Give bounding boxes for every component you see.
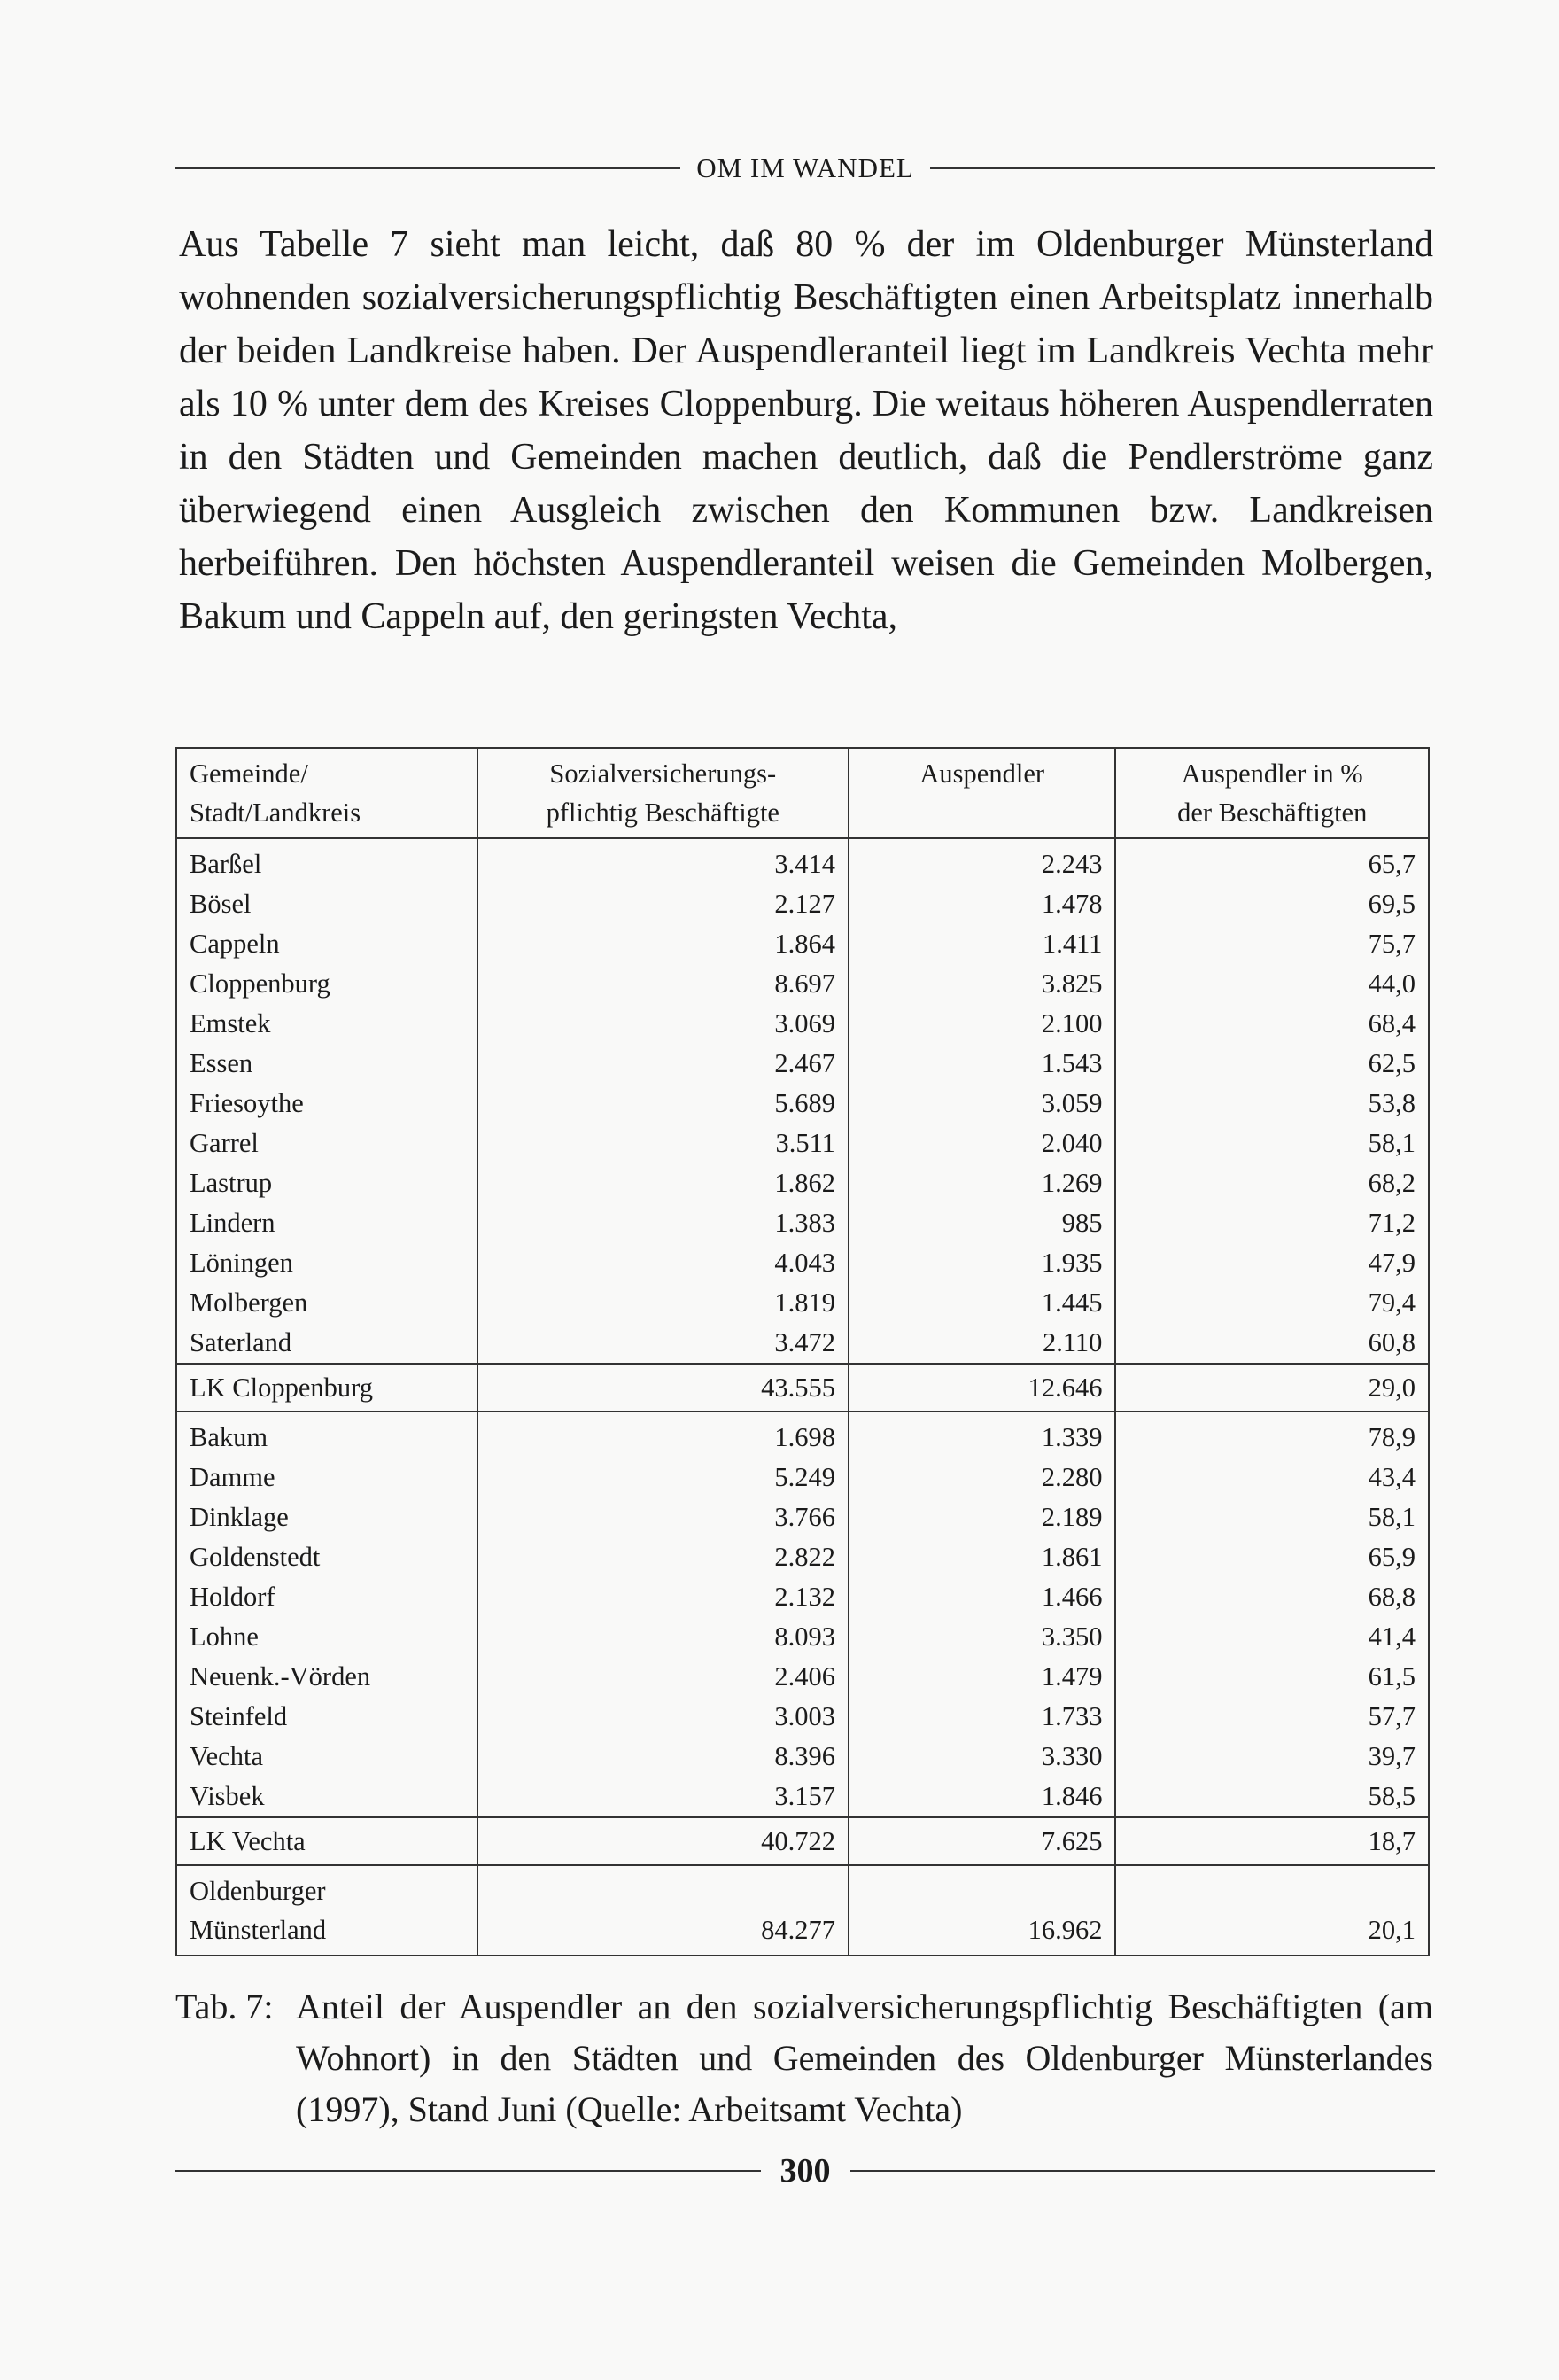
table-row bbox=[176, 1577, 1429, 1617]
cell-name: Damme bbox=[176, 1458, 477, 1497]
cell-commuters: 2.280 bbox=[849, 1458, 1115, 1497]
cell-commuters: 2.189 bbox=[849, 1497, 1115, 1537]
cell-name: Friesoythe bbox=[176, 1084, 477, 1124]
cell-percent: 78,9 bbox=[1115, 1412, 1429, 1458]
commuter-table bbox=[175, 747, 1430, 1956]
cell-employed: 2.822 bbox=[477, 1537, 849, 1577]
cell-employed: 1.819 bbox=[477, 1283, 849, 1323]
cell-commuters: 985 bbox=[849, 1203, 1115, 1243]
cell-commuters: 1.339 bbox=[849, 1412, 1115, 1458]
cloppenburg-total-group bbox=[176, 1364, 1429, 1412]
cell-percent: 29,0 bbox=[1115, 1364, 1429, 1412]
cell-commuters: 2.243 bbox=[849, 838, 1115, 884]
cell-percent: 39,7 bbox=[1115, 1737, 1429, 1777]
cell-commuters: 1.846 bbox=[849, 1777, 1115, 1817]
cell-employed: 3.766 bbox=[477, 1497, 849, 1537]
cell-commuters: 1.466 bbox=[849, 1577, 1115, 1617]
table-caption bbox=[175, 1981, 1433, 2135]
header-employed-line1: Sozialversicherungs- bbox=[549, 758, 777, 789]
table-row bbox=[176, 1497, 1429, 1537]
cell-commuters: 2.110 bbox=[849, 1323, 1115, 1364]
cell-commuters: 1.935 bbox=[849, 1243, 1115, 1283]
table-row bbox=[176, 964, 1429, 1004]
grand-total-name-line1: Oldenburger bbox=[190, 1876, 326, 1906]
table-row bbox=[176, 1697, 1429, 1737]
table-row bbox=[176, 1323, 1429, 1364]
cell-name: Goldenstedt bbox=[176, 1537, 477, 1577]
table-row bbox=[176, 1163, 1429, 1203]
cell-name: Holdorf bbox=[176, 1577, 477, 1617]
cloppenburg-group bbox=[176, 838, 1429, 1364]
cell-name: Lastrup bbox=[176, 1163, 477, 1203]
cell-employed: 8.093 bbox=[477, 1617, 849, 1657]
cell-name: Garrel bbox=[176, 1124, 477, 1163]
cell-employed: 5.689 bbox=[477, 1084, 849, 1124]
cell-employed: 1.383 bbox=[477, 1203, 849, 1243]
cell-percent: 43,4 bbox=[1115, 1458, 1429, 1497]
header-employed-line2: pflichtig Beschäftigte bbox=[546, 797, 780, 828]
cell-percent: 57,7 bbox=[1115, 1697, 1429, 1737]
cell-name: Steinfeld bbox=[176, 1697, 477, 1737]
cell-employed: 3.414 bbox=[477, 838, 849, 884]
cell-employed: 3.003 bbox=[477, 1697, 849, 1737]
table-row bbox=[176, 1737, 1429, 1777]
cell-commuters: 3.330 bbox=[849, 1737, 1115, 1777]
cell-employed: 1.698 bbox=[477, 1412, 849, 1458]
cell-name: Cappeln bbox=[176, 924, 477, 964]
cell-employed: 4.043 bbox=[477, 1243, 849, 1283]
cell-commuters: 1.861 bbox=[849, 1537, 1115, 1577]
cell-name: Dinklage bbox=[176, 1497, 477, 1537]
footer-rule-right bbox=[850, 2170, 1436, 2172]
cell-employed: 2.132 bbox=[477, 1577, 849, 1617]
table-row-total-cloppenburg bbox=[176, 1364, 1429, 1412]
header-percent-line2: der Beschäftigten bbox=[1177, 797, 1368, 828]
cell-percent: 68,2 bbox=[1115, 1163, 1429, 1203]
footer-rule-left bbox=[175, 2170, 761, 2172]
cell-commuters: 1.543 bbox=[849, 1044, 1115, 1084]
cell-employed: 2.406 bbox=[477, 1657, 849, 1697]
cell-percent: 58,5 bbox=[1115, 1777, 1429, 1817]
cell-name: Emstek bbox=[176, 1004, 477, 1044]
cell-employed: 2.467 bbox=[477, 1044, 849, 1084]
cell-name: Visbek bbox=[176, 1777, 477, 1817]
table-row bbox=[176, 1777, 1429, 1817]
table-row bbox=[176, 1458, 1429, 1497]
header-rule-left bbox=[175, 167, 680, 169]
cell-employed: 1.864 bbox=[477, 924, 849, 964]
header-employed bbox=[477, 748, 849, 838]
table-row-grand-total bbox=[176, 1865, 1429, 1956]
running-head-title: OM IM WANDEL bbox=[696, 152, 914, 183]
cell-percent: 53,8 bbox=[1115, 1084, 1429, 1124]
cell-name: Molbergen bbox=[176, 1283, 477, 1323]
cell-commuters: 7.625 bbox=[849, 1817, 1115, 1865]
cell-employed: 1.862 bbox=[477, 1163, 849, 1203]
table-header-row bbox=[176, 748, 1429, 838]
table-row bbox=[176, 924, 1429, 964]
cell-name: Barßel bbox=[176, 838, 477, 884]
cell-percent: 18,7 bbox=[1115, 1817, 1429, 1865]
cell-name: Cloppenburg bbox=[176, 964, 477, 1004]
cell-percent: 65,7 bbox=[1115, 838, 1429, 884]
page-footer bbox=[175, 2151, 1435, 2190]
cell-commuters: 1.733 bbox=[849, 1697, 1115, 1737]
header-commuters-label: Auspendler bbox=[919, 758, 1045, 789]
cell-percent: 75,7 bbox=[1115, 924, 1429, 964]
table-row bbox=[176, 1412, 1429, 1458]
table-row bbox=[176, 1283, 1429, 1323]
table-row bbox=[176, 1243, 1429, 1283]
header-percent-line1: Auspendler in % bbox=[1181, 758, 1363, 789]
cell-employed: 43.555 bbox=[477, 1364, 849, 1412]
cell-percent: 79,4 bbox=[1115, 1283, 1429, 1323]
cell-commuters: 1.411 bbox=[849, 924, 1115, 964]
header-percent bbox=[1115, 748, 1429, 838]
cell-commuters: 3.350 bbox=[849, 1617, 1115, 1657]
table-row bbox=[176, 1537, 1429, 1577]
header-rule-right bbox=[930, 167, 1435, 169]
cell-percent: 20,1 bbox=[1115, 1865, 1429, 1956]
cell-name: Essen bbox=[176, 1044, 477, 1084]
cell-percent: 58,1 bbox=[1115, 1124, 1429, 1163]
cell-employed: 84.277 bbox=[477, 1865, 849, 1956]
cell-name: Bakum bbox=[176, 1412, 477, 1458]
grand-total-name-line2: Münsterland bbox=[190, 1915, 327, 1945]
cell-percent: 44,0 bbox=[1115, 964, 1429, 1004]
cell-commuters: 2.100 bbox=[849, 1004, 1115, 1044]
cell-name: LK Cloppenburg bbox=[176, 1364, 477, 1412]
cell-percent: 68,4 bbox=[1115, 1004, 1429, 1044]
running-header bbox=[175, 152, 1435, 184]
cell-employed: 3.511 bbox=[477, 1124, 849, 1163]
vechta-total-group bbox=[176, 1817, 1429, 1865]
cell-percent: 61,5 bbox=[1115, 1657, 1429, 1697]
cell-employed: 3.069 bbox=[477, 1004, 849, 1044]
table-row bbox=[176, 1124, 1429, 1163]
table-row bbox=[176, 1617, 1429, 1657]
header-municipality-line1: Gemeinde/ bbox=[190, 758, 308, 789]
table-row-total-vechta bbox=[176, 1817, 1429, 1865]
cell-name bbox=[176, 1865, 477, 1956]
cell-commuters: 1.445 bbox=[849, 1283, 1115, 1323]
table-row bbox=[176, 1004, 1429, 1044]
cell-name: LK Vechta bbox=[176, 1817, 477, 1865]
cell-commuters: 1.478 bbox=[849, 884, 1115, 924]
table-row bbox=[176, 1084, 1429, 1124]
cell-percent: 71,2 bbox=[1115, 1203, 1429, 1243]
cell-employed: 3.472 bbox=[477, 1323, 849, 1364]
cell-name: Bösel bbox=[176, 884, 477, 924]
cell-employed: 5.249 bbox=[477, 1458, 849, 1497]
cell-employed: 3.157 bbox=[477, 1777, 849, 1817]
cell-name: Vechta bbox=[176, 1737, 477, 1777]
cell-percent: 47,9 bbox=[1115, 1243, 1429, 1283]
cell-commuters: 1.269 bbox=[849, 1163, 1115, 1203]
cell-commuters: 2.040 bbox=[849, 1124, 1115, 1163]
cell-percent: 62,5 bbox=[1115, 1044, 1429, 1084]
header-commuters bbox=[849, 748, 1115, 838]
cell-name: Lindern bbox=[176, 1203, 477, 1243]
cell-commuters: 3.059 bbox=[849, 1084, 1115, 1124]
table-row bbox=[176, 838, 1429, 884]
table-row bbox=[176, 1203, 1429, 1243]
cell-percent: 58,1 bbox=[1115, 1497, 1429, 1537]
cell-percent: 65,9 bbox=[1115, 1537, 1429, 1577]
cell-commuters: 16.962 bbox=[849, 1865, 1115, 1956]
table-row bbox=[176, 1657, 1429, 1697]
cell-commuters: 3.825 bbox=[849, 964, 1115, 1004]
cell-commuters: 1.479 bbox=[849, 1657, 1115, 1697]
cell-commuters: 12.646 bbox=[849, 1364, 1115, 1412]
caption-text: Anteil der Auspendler an den sozialversicherungspflichtig Beschäftigten (am Wohnort) in den Städten und Gemeinden des Oldenburger Münsterlandes (1997), Stand Juni (Quelle: Arbeitsamt Vechta) bbox=[296, 1987, 1433, 2129]
header-municipality bbox=[176, 748, 477, 838]
cell-percent: 68,8 bbox=[1115, 1577, 1429, 1617]
cell-employed: 40.722 bbox=[477, 1817, 849, 1865]
cell-employed: 8.697 bbox=[477, 964, 849, 1004]
cell-name: Neuenk.-Vörden bbox=[176, 1657, 477, 1697]
body-paragraph: Aus Tabelle 7 sieht man leicht, daß 80 % der im Oldenburger Münsterland wohnenden sozialversicherungspflichtig Beschäftigten einen Arbeitsplatz innerhalb der beiden Landkreise haben. Der Auspendleranteil liegt im Landkreis Vechta mehr als 10 % unter dem des Kreises Cloppenburg. Die weitaus höheren Auspendlerraten in den Städten und Gemeinden machen deutlich, daß die Pendlerströme ganz überwiegend einen Ausgleich zwischen den Kommunen bzw. Landkreisen herbeiführen. Den höchsten Auspendleranteil weisen die Gemeinden Molbergen, Bakum und Cappeln auf, den geringsten Vechta, bbox=[179, 224, 1433, 637]
table-row bbox=[176, 1044, 1429, 1084]
cell-name: Lohne bbox=[176, 1617, 477, 1657]
table-row bbox=[176, 884, 1429, 924]
cell-employed: 2.127 bbox=[477, 884, 849, 924]
cell-percent: 60,8 bbox=[1115, 1323, 1429, 1364]
header-municipality-line2: Stadt/Landkreis bbox=[190, 797, 361, 828]
cell-name: Saterland bbox=[176, 1323, 477, 1364]
page-number: 300 bbox=[780, 2152, 831, 2189]
vechta-group bbox=[176, 1412, 1429, 1817]
grand-total-group bbox=[176, 1865, 1429, 1956]
cell-employed: 8.396 bbox=[477, 1737, 849, 1777]
cell-name: Löningen bbox=[176, 1243, 477, 1283]
cell-percent: 41,4 bbox=[1115, 1617, 1429, 1657]
caption-label: Tab. 7: bbox=[175, 1987, 274, 2026]
body-text-block bbox=[179, 218, 1433, 643]
cell-percent: 69,5 bbox=[1115, 884, 1429, 924]
